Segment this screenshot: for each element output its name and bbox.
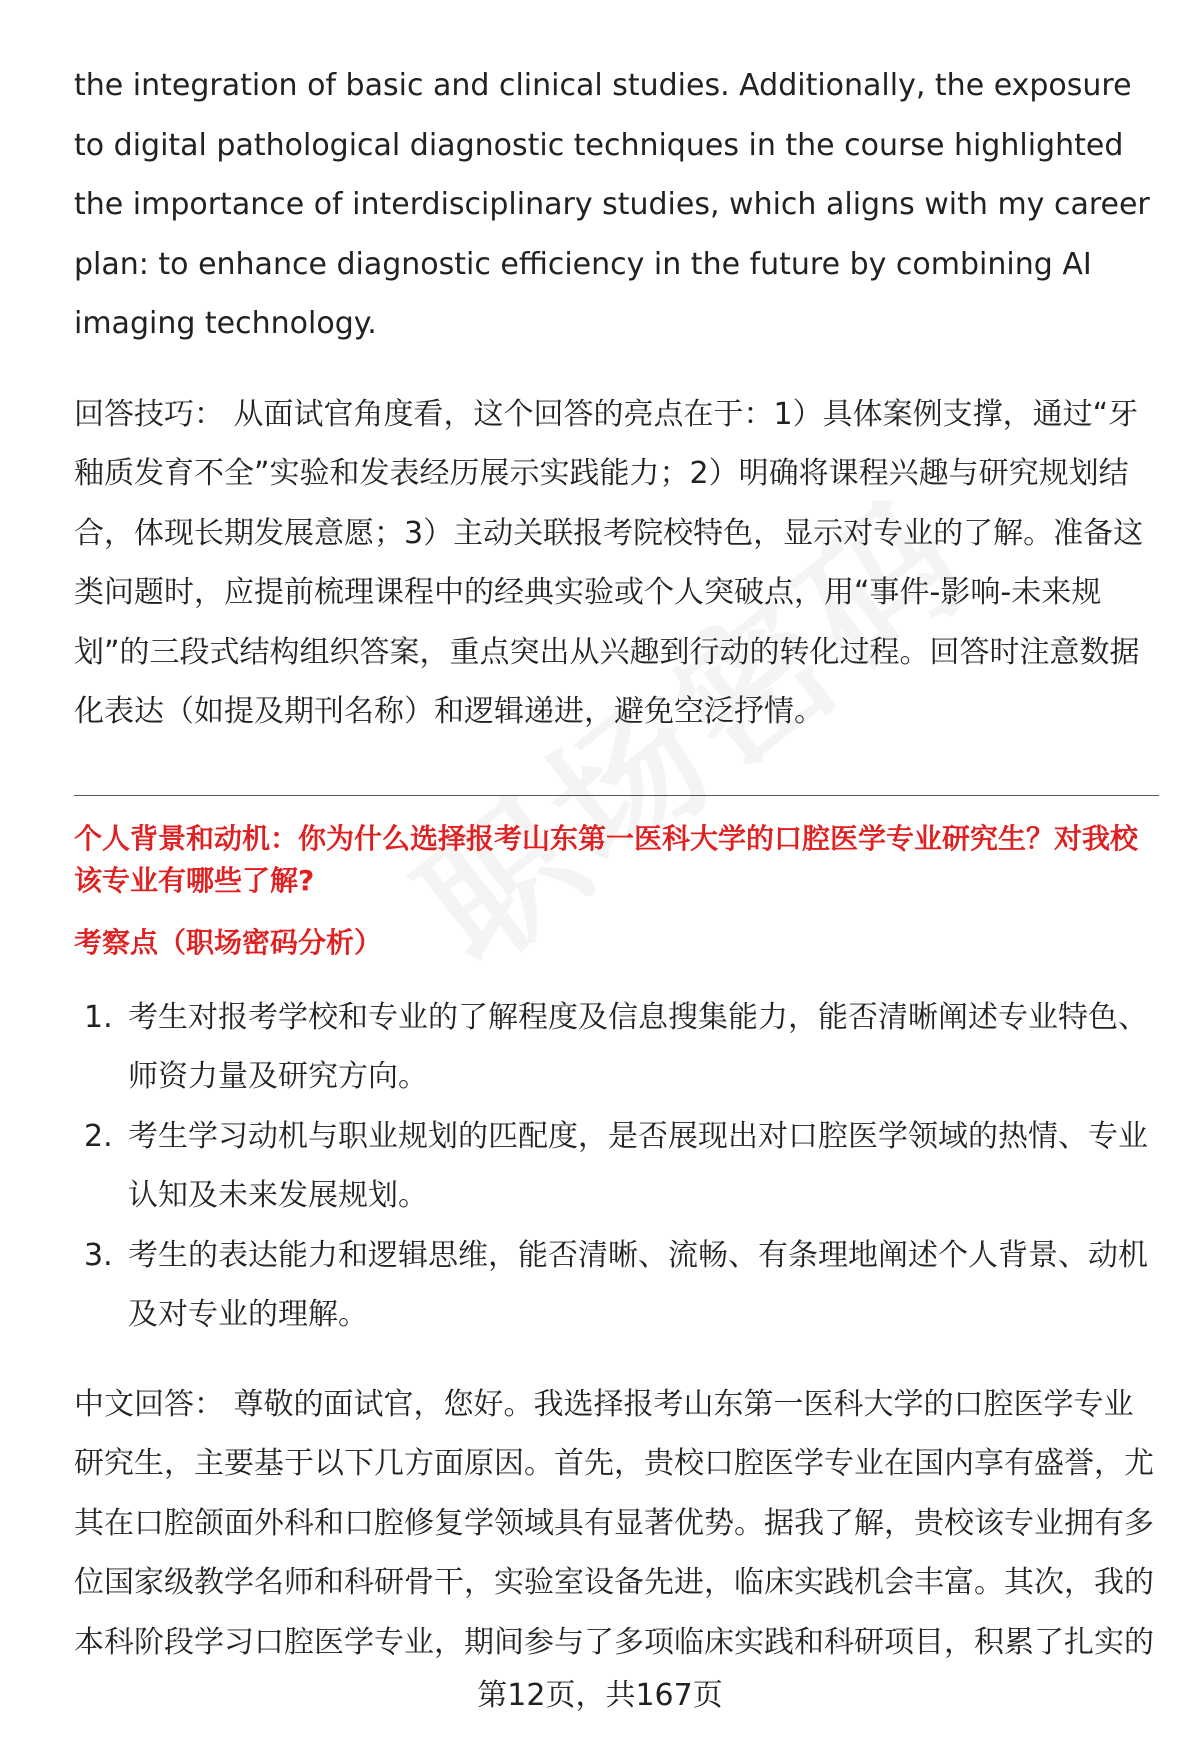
list-item-number: 2. xyxy=(84,1118,113,1154)
list-item-text: 考生的表达能力和逻辑思维，能否清晰、流畅、有条理地阐述个人背景、动机及对专业的理解。 xyxy=(128,1237,1148,1332)
document-page xyxy=(74,56,1159,1732)
section-divider xyxy=(74,795,1159,796)
list-item xyxy=(74,988,1159,1107)
list-item-number: 1. xyxy=(84,999,113,1035)
list-item xyxy=(74,1107,1159,1226)
intro-paragraph: the integration of basic and clinical studies. Additionally, the exposure to digital pathological diagnostic techniques in the course highlighted the importance of interdisciplinary studies, which aligns with my career plan: to enhance diagnostic efficiency in the future by combining AI imaging technology. xyxy=(74,68,1150,341)
assessment-points-list xyxy=(74,988,1159,1345)
list-item-text: 考生学习动机与职业规划的匹配度，是否展现出对口腔医学领域的热情、专业认知及未来发展规划。 xyxy=(128,1118,1148,1213)
list-item-text: 考生对报考学校和专业的了解程度及信息搜集能力，能否清晰阐述专业特色、师资力量及研究方向。 xyxy=(128,999,1148,1094)
tips-paragraph: 回答技巧： 从面试官角度看，这个回答的亮点在于：1）具体案例支撑，通过“牙釉质发育不全”实验和发表经历展示实践能力；2）明确将课程兴趣与研究规划结合，体现长期发展意愿；3）主动关联报考院校特色，显示对专业的了解。准备这类问题时，应提前梳理课程中的经典实验或个人突破点，用“事件-影响-未来规划”的三段式结构组织答案，重点突出从兴趣到行动的转化过程。回答时注意数据化表达（如提及期刊名称）和逻辑递进，避免空泛抒情。 xyxy=(74,396,1144,729)
list-item xyxy=(74,1226,1159,1345)
assessment-section-title: 考察点（职场密码分析） xyxy=(74,925,383,959)
list-item-number: 3. xyxy=(84,1237,113,1273)
answer-paragraph: 中文回答： 尊敬的面试官，您好。我选择报考山东第一医科大学的口腔医学专业研究生，主要基于以下几方面原因。首先，贵校口腔医学专业在国内享有盛誉，尤其在口腔颌面外科和口腔修复学领域具有显著优势。据我了解，贵校该专业拥有多位国家级教学名师和科研骨干，实验室设备先进，临床实践机会丰富。其次，我的本科阶段学习口腔医学专业，期间参与了多项临床实践和科研项目，积累了扎实的 xyxy=(74,1386,1154,1660)
question-title: 个人背景和动机：你为什么选择报考山东第一医科大学的口腔医学专业研究生？对我校该专业有哪些了解? xyxy=(74,821,1139,897)
page-number-footer: 第12页，共167页 xyxy=(0,1676,1200,1716)
